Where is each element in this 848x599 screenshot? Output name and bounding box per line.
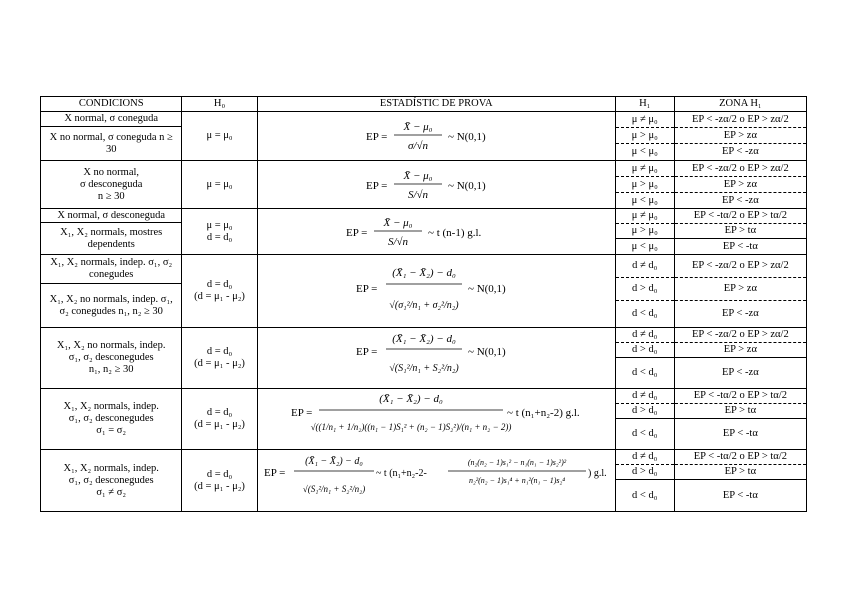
h1-option: μ < μ₀ [631,146,658,157]
table-row [41,255,807,328]
condition-line: X no normal, [83,166,140,178]
zone-option: EP < -zα/2 o EP > zα/2 [675,161,806,177]
h1-cell [615,389,674,450]
h0-value: d = d₀ [206,346,233,357]
header-zone: ZONA H₁ [674,97,806,112]
h0-value: (d = μ₁ - μ₂) [194,480,245,492]
zone-option: EP < -zα/2 o EP > zα/2 [675,255,806,278]
h0-cell [182,255,257,328]
formula-lhs: EP = [291,407,313,419]
h0-value: μ = μ₀ [206,130,233,141]
formula-svg [316,329,556,387]
h1-option: d > d₀ [616,404,674,419]
h1-cell [615,328,674,389]
formula-svg [336,165,536,205]
zone-option: EP < -tα/2 o EP > tα/2 [675,450,806,465]
formula-numerator: (X̄₁ − X̄₂) − d₀ [392,267,456,279]
h1-option: d < d₀ [632,490,658,501]
h1-option: μ > μ₀ [616,177,674,193]
h1-option: d < d₀ [632,428,658,439]
zone-option: EP < -tα/2 o EP > tα/2 [675,389,806,404]
formula-lhs: EP = [264,466,286,479]
statistic-cell [257,328,615,389]
formula-distribution: ~ t (n-1) g.l. [428,226,482,239]
condition-line: σ₁, σ₂ desconegudes [68,413,154,424]
h1-option: μ < μ₀ [631,241,658,252]
hypothesis-test-table [40,96,807,512]
conditions-cell [41,112,182,161]
formula-denominator: √(σ₁²/n₁ + σ₂²/n₂) [389,300,459,311]
zone-cell [674,209,806,255]
statistic-cell [257,255,615,328]
zone-cell [674,161,806,209]
h0-cell [182,328,257,389]
table-row [41,112,807,161]
zone-option: EP < -tα [722,428,758,439]
condition-line: σ₁ = σ₂ [96,425,127,436]
h1-option: μ > μ₀ [616,128,674,144]
formula-denominator: σ/√n [408,140,429,152]
h1-option: d ≠ d₀ [616,328,674,343]
zone-option: EP > tα [675,465,806,480]
statistic-cell [257,209,615,255]
formula-distribution: ~ t (n₁+n₂-2) g.l. [507,407,580,419]
condition-line: X normal, σ coneguda [41,112,181,127]
conditions-cell [41,450,182,512]
h1-option: μ < μ₀ [631,195,658,206]
formula-numerator: (X̄₁ − X̄₂) − d₀ [379,393,443,405]
formula-svg [336,116,536,156]
h1-option: d < d₀ [632,367,658,378]
condition-line: σ₁ ≠ σ₂ [96,486,127,498]
table-row [41,161,807,209]
table-row [41,389,807,450]
formula-lhs: EP = [356,346,378,358]
h0-cell [182,389,257,450]
h1-option: d ≠ d₀ [616,255,674,278]
zone-option: EP < -zα [722,195,759,206]
statistic-cell [257,450,615,512]
formula-numerator: X̄ − μ₀ [383,216,413,229]
h1-option: μ > μ₀ [616,224,674,239]
conditions-cell [41,255,182,328]
h0-cell [182,112,257,161]
condition-line: n₁, n₂ ≥ 30 [88,364,134,375]
zone-option: EP < -tα [722,490,758,501]
formula-numerator: X̄ − μ₀ [403,121,433,133]
h0-value: d = d₀ [206,231,233,243]
h1-option: d > d₀ [616,278,674,301]
h1-cell [615,161,674,209]
h1-option: d < d₀ [632,308,658,319]
formula-denominator: √(S₁²/n₁ + S₂²/n₂) [389,363,459,374]
zone-cell [674,328,806,389]
table-row [41,450,807,512]
statistic-cell [257,161,615,209]
zone-option: EP < -zα [722,146,759,157]
h1-cell [615,255,674,328]
zone-cell [674,255,806,328]
zone-option: EP > zα [675,343,806,358]
h1-cell [615,209,674,255]
h0-value: μ = μ₀ [206,178,233,190]
formula-lhs: EP = [346,226,368,239]
condition-line: X no normal, σ coneguda n ≥ 30 [49,131,173,155]
h1-option: d ≠ d₀ [616,389,674,404]
conditions-cell [41,209,182,255]
h0-value: d = d₀ [206,468,233,480]
formula-denominator: √((1/n₁ + 1/n₂)((n₁ − 1)S₁² + (n₂ − 1)S₂²)/(n₁ + n₂ − 2)) [310,422,512,432]
header-h0: H₀ [182,97,257,112]
h1-cell [615,112,674,161]
zone-option: EP > zα [675,128,806,144]
formula-df-numerator: (n₂(n₂ − 1)s₁² − n₁(n₁ − 1)s₂²)² [468,457,567,467]
h0-cell [182,450,257,512]
zone-option: EP < -tα [722,241,758,252]
formula-svg [263,390,609,448]
h1-option: d > d₀ [616,465,674,480]
h0-cell [182,209,257,255]
zone-option: EP > zα [675,278,806,301]
zone-cell [674,389,806,450]
zone-option: EP < -tα/2 o EP > tα/2 [675,209,806,224]
header-statistic: ESTADÍSTIC DE PROVA [257,97,615,112]
condition-line: σ₁, σ₂ desconegudes [68,352,154,363]
zone-cell [674,450,806,512]
formula-denominator: √(S₁²/n₁ + S₂²/n₂) [302,483,366,494]
formula-numerator: (X̄₁ − X̄₂) − d₀ [305,455,364,467]
zone-option: EP < -zα [722,308,759,319]
formula-df-denominator: n₂²(n₂ − 1)s₁⁴ + n₁²(n₁ − 1)s₂⁴ [469,475,566,485]
condition-line: X normal, σ desconeguda [41,209,181,223]
formula-distribution: ~ N(0,1) [448,131,486,143]
zone-cell [674,112,806,161]
conditions-cell [41,161,182,209]
formula-lhs: EP = [356,283,378,295]
condition-line: X₁, X₂ normals, indep. σ₁, σ₂ conegudes [41,255,181,284]
condition-line: X₁, X₂ normals, indep. [63,401,159,412]
header-h1: H₁ [615,97,674,112]
h1-cell [615,450,674,512]
formula-svg [326,212,546,252]
h1-option: d > d₀ [616,343,674,358]
formula-lhs: EP = [366,131,388,143]
formula-distribution: ~ N(0,1) [448,179,486,192]
table-row [41,209,807,255]
statistic-cell [257,389,615,450]
h0-value: d = d₀ [206,279,233,290]
formula-numerator: X̄ − μ₀ [403,169,433,182]
h0-cell [182,161,257,209]
condition-line: X₁, X₂ no normals, indep. σ₁, σ₂ conegudes n₁, n₂ ≥ 30 [49,293,173,317]
condition-line: n ≥ 30 [97,190,125,202]
formula-svg [316,258,556,324]
condition-line: X₁, X₂ no normals, indep. [56,340,166,351]
h1-option: μ ≠ μ₀ [616,112,674,128]
zone-option: EP > tα [675,404,806,419]
header-conditions: CONDICIONS [41,97,182,112]
zone-option: EP > zα [675,177,806,193]
header-row [41,97,807,112]
conditions-cell [41,328,182,389]
zone-option: EP < -zα/2 o EP > zα/2 [675,328,806,343]
h0-value: (d = μ₁ - μ₂) [194,358,245,369]
h1-option: μ ≠ μ₀ [616,209,674,224]
condition-line: X₁, X₂ normals, indep. [63,462,159,474]
condition-line: X₁, X₂ normals, mostres dependents [60,226,163,250]
condition-line: σ₁, σ₂ desconegudes [68,474,154,486]
h0-value: (d = μ₁ - μ₂) [194,419,245,430]
formula-denominator: S/√n [408,188,429,201]
statistic-cell [257,112,615,161]
formula-distribution: ~ N(0,1) [468,283,506,295]
h0-value: (d = μ₁ - μ₂) [194,291,245,302]
formula-svg [262,452,610,510]
formula-numerator: (X̄₁ − X̄₂) − d₀ [392,333,456,345]
h0-value: d = d₀ [206,407,233,418]
table-row [41,328,807,389]
h1-option: μ ≠ μ₀ [616,161,674,177]
formula-distribution: ~ N(0,1) [468,346,506,358]
zone-option: EP < -zα/2 o EP > zα/2 [675,112,806,128]
formula-denominator: S/√n [388,235,409,248]
formula-distribution-end: ) g.l. [588,467,607,479]
zone-option: EP > tα [675,224,806,239]
h0-value: μ = μ₀ [206,219,233,231]
conditions-cell [41,389,182,450]
formula-distribution: ~ t (n₁+n₂-2- [376,467,427,479]
zone-option: EP < -zα [722,367,759,378]
condition-line: σ desconeguda [79,178,143,190]
h1-option: d ≠ d₀ [616,450,674,465]
formula-lhs: EP = [366,179,388,192]
